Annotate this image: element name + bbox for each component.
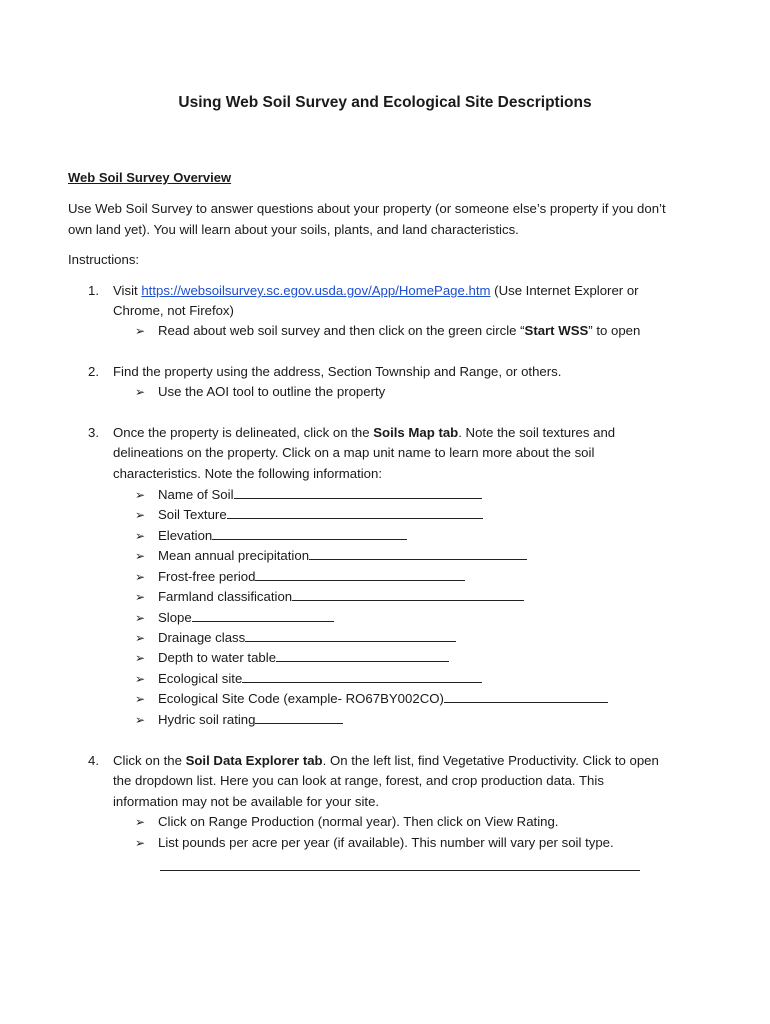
fill-in-blank xyxy=(192,608,334,622)
field-label: Drainage class xyxy=(158,630,246,645)
answer-blank-line xyxy=(160,870,640,871)
step-4-number: 4. xyxy=(88,753,99,768)
fill-in-blank xyxy=(255,710,343,724)
arrow-bullet-icon: ➢ xyxy=(135,570,146,584)
arrow-bullet-icon: ➢ xyxy=(135,590,146,604)
field-soil-texture xyxy=(158,505,483,525)
soils-map-tab-label: Soils Map tab xyxy=(373,425,459,440)
step-4-line-3: information may not be available for your site. xyxy=(113,794,380,809)
fill-in-blank xyxy=(242,669,482,683)
start-wss-label: Start WSS xyxy=(524,323,589,338)
field-label: Elevation xyxy=(158,528,213,543)
fill-in-blank xyxy=(292,587,524,601)
step-1-bullet-tail: ” to open xyxy=(588,323,641,338)
step-4-post: . On the left list, find Vegetative Productivity. Click to open xyxy=(322,753,659,768)
step-3-post: . Note the soil textures and xyxy=(458,425,616,440)
field-label: Farmland classification xyxy=(158,589,293,604)
instructions-label: Instructions: xyxy=(68,252,140,267)
step-3-pre: Once the property is delineated, click on the xyxy=(113,425,374,440)
step-4-line-1 xyxy=(113,751,659,771)
arrow-bullet-icon: ➢ xyxy=(135,713,146,727)
arrow-bullet-icon: ➢ xyxy=(135,672,146,686)
field-label: Frost-free period xyxy=(158,569,256,584)
overview-line-1: Use Web Soil Survey to answer questions about your property (or someone else’s property if you don’t xyxy=(68,201,666,216)
arrow-bullet-icon: ➢ xyxy=(135,692,146,706)
field-ecological-site-code xyxy=(158,689,608,709)
field-depth-to-water-table xyxy=(158,648,449,668)
step-3-line-1 xyxy=(113,423,615,443)
field-label: Depth to water table xyxy=(158,650,277,665)
step-2-number: 2. xyxy=(88,364,99,379)
soil-data-explorer-tab-label: Soil Data Explorer tab xyxy=(185,753,323,768)
step-2-bullet: Use the AOI tool to outline the property xyxy=(158,384,386,399)
step-4-line-2: the dropdown list. Here you can look at range, forest, and crop production data. This xyxy=(113,773,604,788)
step-1-suffix: (Use Internet Explorer or xyxy=(490,283,639,298)
field-hydric-soil-rating xyxy=(158,710,343,730)
field-slope xyxy=(158,608,334,628)
arrow-bullet-icon: ➢ xyxy=(135,611,146,625)
fill-in-blank xyxy=(234,485,482,499)
overview-heading: Web Soil Survey Overview xyxy=(68,170,232,185)
fill-in-blank xyxy=(276,648,449,662)
field-drainage-class xyxy=(158,628,456,648)
fill-in-blank xyxy=(245,628,456,642)
step-2-text: Find the property using the address, Section Township and Range, or others. xyxy=(113,364,562,379)
overview-paragraph xyxy=(68,199,708,240)
step-4-bullet-2: List pounds per acre per year (if available). This number will vary per soil type. xyxy=(158,835,614,850)
field-label: Name of Soil xyxy=(158,487,234,502)
arrow-bullet-icon: ➢ xyxy=(135,651,146,665)
step-1-number: 1. xyxy=(88,283,99,298)
document-title: Using Web Soil Survey and Ecological Site Descriptions xyxy=(178,94,592,111)
arrow-bullet-icon: ➢ xyxy=(135,324,146,338)
field-mean-annual-precipitation xyxy=(158,546,527,566)
arrow-bullet-icon: ➢ xyxy=(135,385,146,399)
step-1-line-1 xyxy=(113,281,639,301)
arrow-bullet-icon: ➢ xyxy=(135,836,146,850)
field-elevation xyxy=(158,526,407,546)
overview-line-2: own land yet). You will learn about your soils, plants, and land characteristics. xyxy=(68,221,519,237)
field-label: Mean annual precipitation xyxy=(158,548,310,563)
field-label: Slope xyxy=(158,610,192,625)
arrow-bullet-icon: ➢ xyxy=(135,631,146,645)
step-1-line-2: Chrome, not Firefox) xyxy=(113,303,234,318)
step-4-pre: Click on the xyxy=(113,753,186,768)
step-3-line-3: characteristics. Note the following information: xyxy=(113,466,382,481)
field-label: Soil Texture xyxy=(158,507,227,522)
fill-in-blank xyxy=(309,546,527,560)
fill-in-blank xyxy=(255,567,465,581)
arrow-bullet-icon: ➢ xyxy=(135,529,146,543)
field-ecological-site xyxy=(158,669,482,689)
fill-in-blank xyxy=(227,505,483,519)
field-name-of-soil xyxy=(158,485,482,505)
arrow-bullet-icon: ➢ xyxy=(135,815,146,829)
fill-in-blank xyxy=(212,526,407,540)
arrow-bullet-icon: ➢ xyxy=(135,549,146,563)
step-3-line-2: delineations on the property. Click on a map unit name to learn more about the soil xyxy=(113,445,595,460)
fill-in-blank xyxy=(444,689,608,703)
field-label: Ecological site xyxy=(158,671,243,686)
field-farmland-classification xyxy=(158,587,524,607)
web-soil-survey-link[interactable]: https://websoilsurvey.sc.egov.usda.gov/App/HomePage.htm xyxy=(141,283,491,298)
step-4-bullet-1: Click on Range Production (normal year). Then click on View Rating. xyxy=(158,814,559,829)
arrow-bullet-icon: ➢ xyxy=(135,508,146,522)
step-1-prefix: Visit xyxy=(113,283,142,298)
field-frost-free-period xyxy=(158,567,465,587)
step-3-number: 3. xyxy=(88,425,99,440)
field-label: Ecological Site Code (example- RO67BY002CO) xyxy=(158,691,444,706)
step-1-bullet-text: Read about web soil survey and then click on the green circle “ xyxy=(158,323,525,338)
step-1-bullet xyxy=(158,321,640,341)
field-label: Hydric soil rating xyxy=(158,712,256,727)
arrow-bullet-icon: ➢ xyxy=(135,488,146,502)
